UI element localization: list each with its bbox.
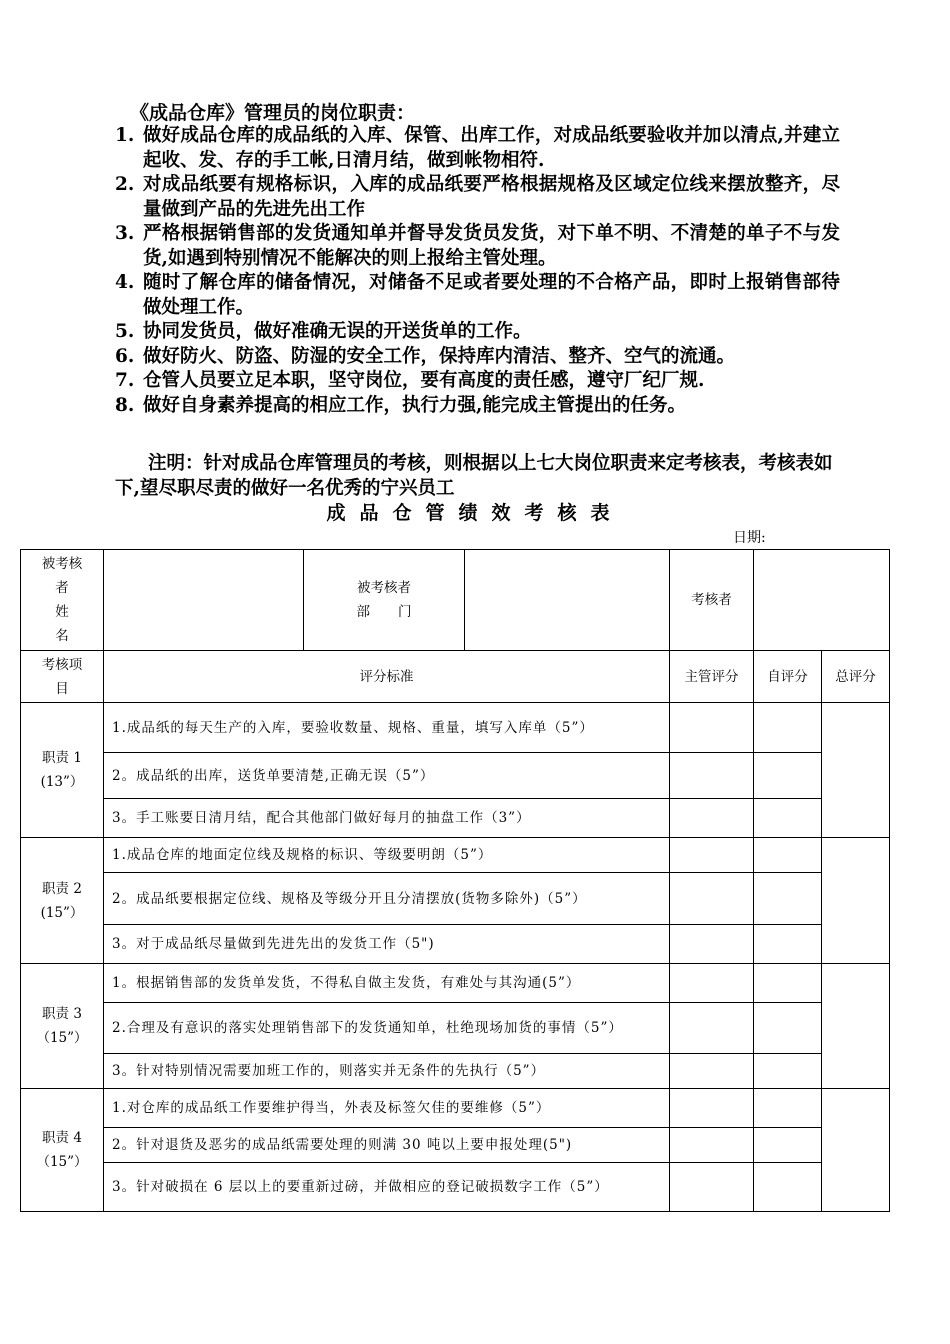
self-score-cell[interactable] (754, 753, 822, 799)
criterion-text: 2.合理及有意识的落实处理销售部下的发货通知单，杜绝现场加货的事情（5”） (104, 1003, 670, 1054)
criterion-text: 2。成品纸要根据定位线、规格及等级分开且分清摆放(货物多除外)（5”） (104, 873, 670, 925)
self-score-cell[interactable] (754, 799, 822, 838)
table-row (21, 799, 890, 838)
criterion-text: 1.对仓库的成品纸工作要维护得当，外表及标签欠佳的要维修（5”） (104, 1089, 670, 1128)
criterion-text: 1。根据销售部的发货单发货，不得私自做主发货，有难处与其沟通(5”） (104, 964, 670, 1003)
duty-text: 协同发货员，做好准确无误的开送货单的工作。 (143, 321, 532, 342)
evaluation-table (20, 549, 890, 1212)
duty-text: 对成品纸要有规格标识，入库的成品纸要严格根据规格及区域定位线来摆放整齐，尽量做到产品的先进先出工作 (143, 174, 840, 220)
self-score-cell[interactable] (754, 838, 822, 873)
total-score-header: 总评分 (822, 651, 890, 703)
criterion-text: 3。对于成品纸尽量做到先进先出的发货工作（5") (104, 925, 670, 964)
duty-text: 随时了解仓库的储备情况，对储备不足或者要处理的不合格产品，即时上报销售部待做处理工作。 (143, 272, 840, 318)
info-row (21, 550, 890, 651)
examinee-name-label: 被考核 者 姓 名 (21, 550, 104, 651)
duty-number: 2. (115, 174, 135, 195)
criterion-text: 2。针对退货及恶劣的成品纸需要处理的则满 30 吨以上要申报处理(5") (104, 1128, 670, 1163)
duties-list (115, 124, 840, 418)
self-score-cell[interactable] (754, 964, 822, 1003)
examiner-label: 考核者 (670, 550, 754, 651)
duty-item (115, 222, 840, 271)
duty-item (115, 320, 840, 345)
criterion-text: 2。成品纸的出库，送货单要清楚,正确无误（5”） (104, 753, 670, 799)
supervisor-score-cell[interactable] (670, 799, 754, 838)
criteria-column-header: 评分标准 (104, 651, 670, 703)
supervisor-score-cell[interactable] (670, 925, 754, 964)
criterion-text: 1.成品仓库的地面定位线及规格的标识、等级要明朗（5”） (104, 838, 670, 873)
form-title: 成品仓管绩效考核表 (326, 502, 624, 524)
duty-number: 1. (115, 125, 135, 146)
duty-number: 4. (115, 272, 135, 293)
self-score-cell[interactable] (754, 873, 822, 925)
total-score-cell[interactable] (822, 1089, 890, 1212)
date-label: 日期: (733, 530, 766, 546)
duty-text: 做好自身素养提高的相应工作，执行力强,能完成主管提出的任务。 (143, 394, 686, 416)
total-score-cell[interactable] (822, 964, 890, 1089)
table-row (21, 873, 890, 925)
examinee-name-field[interactable] (104, 550, 304, 651)
table-row (21, 753, 890, 799)
supervisor-score-cell[interactable] (670, 703, 754, 753)
duty-text: 严格根据销售部的发货通知单并督导发货员发货，对下单不明、不清楚的单子不与发货,如遇到特别情况不能解决的则上报给主管处理。 (143, 223, 840, 269)
supervisor-score-header: 主管评分 (670, 651, 754, 703)
total-score-cell[interactable] (822, 703, 890, 838)
duty-group-label: 职责 3 （15”） (21, 964, 104, 1089)
supervisor-score-cell[interactable] (670, 873, 754, 925)
table-row (21, 1163, 890, 1212)
table-row (21, 964, 890, 1003)
criterion-text: 1.成品纸的每天生产的入库，要验收数量、规格、重量，填写入库单（5”） (104, 703, 670, 753)
duty-item (115, 173, 840, 222)
duty-text: 做好成品仓库的成品纸的入库、保管、出库工作，对成品纸要验收并加以清点,并建立起收、发、存的手工帐,日清月结，做到帐物相符. (143, 125, 840, 171)
self-score-cell[interactable] (754, 1003, 822, 1054)
supervisor-score-cell[interactable] (670, 838, 754, 873)
examiner-field[interactable] (754, 550, 890, 651)
duty-number: 8. (115, 394, 135, 416)
supervisor-score-cell[interactable] (670, 1003, 754, 1054)
self-score-cell[interactable] (754, 1054, 822, 1089)
duty-number: 3. (115, 223, 135, 244)
duty-number: 7. (115, 370, 135, 391)
self-score-cell[interactable] (754, 1163, 822, 1212)
self-score-cell[interactable] (754, 925, 822, 964)
criterion-text: 3。手工账要日清月结，配合其他部门做好每月的抽盘工作（3”） (104, 799, 670, 838)
table-row (21, 1003, 890, 1054)
self-score-cell[interactable] (754, 1089, 822, 1128)
table-row (21, 1054, 890, 1089)
supervisor-score-cell[interactable] (670, 753, 754, 799)
duty-item (115, 124, 840, 173)
table-row (21, 925, 890, 964)
criterion-text: 3。针对破损在 6 层以上的要重新过磅，并做相应的登记破损数字工作（5”） (104, 1163, 670, 1212)
supervisor-score-cell[interactable] (670, 1163, 754, 1212)
table-row (21, 703, 890, 753)
duty-text: 仓管人员要立足本职，坚守岗位，要有高度的责任感，遵守厂纪厂规. (143, 370, 705, 391)
table-row (21, 1089, 890, 1128)
self-score-header: 自评分 (754, 651, 822, 703)
table-row (21, 838, 890, 873)
criterion-text: 3。针对特别情况需要加班工作的，则落实并无条件的先执行（5”） (104, 1054, 670, 1089)
duties-heading: 《成品仓库》管理员的岗位职责： (130, 102, 416, 124)
duty-number: 5. (115, 321, 135, 342)
duty-item (115, 369, 840, 394)
duty-group-label: 职责 4 （15”） (21, 1089, 104, 1212)
examinee-dept-field[interactable] (465, 550, 670, 651)
supervisor-score-cell[interactable] (670, 1128, 754, 1163)
item-column-header: 考核项 目 (21, 651, 104, 703)
self-score-cell[interactable] (754, 1128, 822, 1163)
duty-group-label: 职责 1 (13”） (21, 703, 104, 838)
assessment-note: 注明：针对成品仓库管理员的考核，则根据以上七大岗位职责来定考核表，考核表如下,望尽职尽责的做好一名优秀的宁兴员工 (115, 453, 833, 499)
duty-item (115, 271, 840, 320)
duty-item (115, 345, 840, 370)
supervisor-score-cell[interactable] (670, 1054, 754, 1089)
table-row (21, 1128, 890, 1163)
duty-item (115, 394, 840, 419)
header-row (21, 651, 890, 703)
supervisor-score-cell[interactable] (670, 1089, 754, 1128)
duty-text: 做好防火、防盗、防湿的安全工作，保持库内清洁、整齐、空气的流通。 (143, 345, 736, 367)
self-score-cell[interactable] (754, 703, 822, 753)
duty-number: 6. (115, 345, 135, 367)
total-score-cell[interactable] (822, 838, 890, 964)
examinee-dept-label: 被考核者 部 门 (304, 550, 465, 651)
supervisor-score-cell[interactable] (670, 964, 754, 1003)
duty-group-label: 职责 2 (15”） (21, 838, 104, 964)
